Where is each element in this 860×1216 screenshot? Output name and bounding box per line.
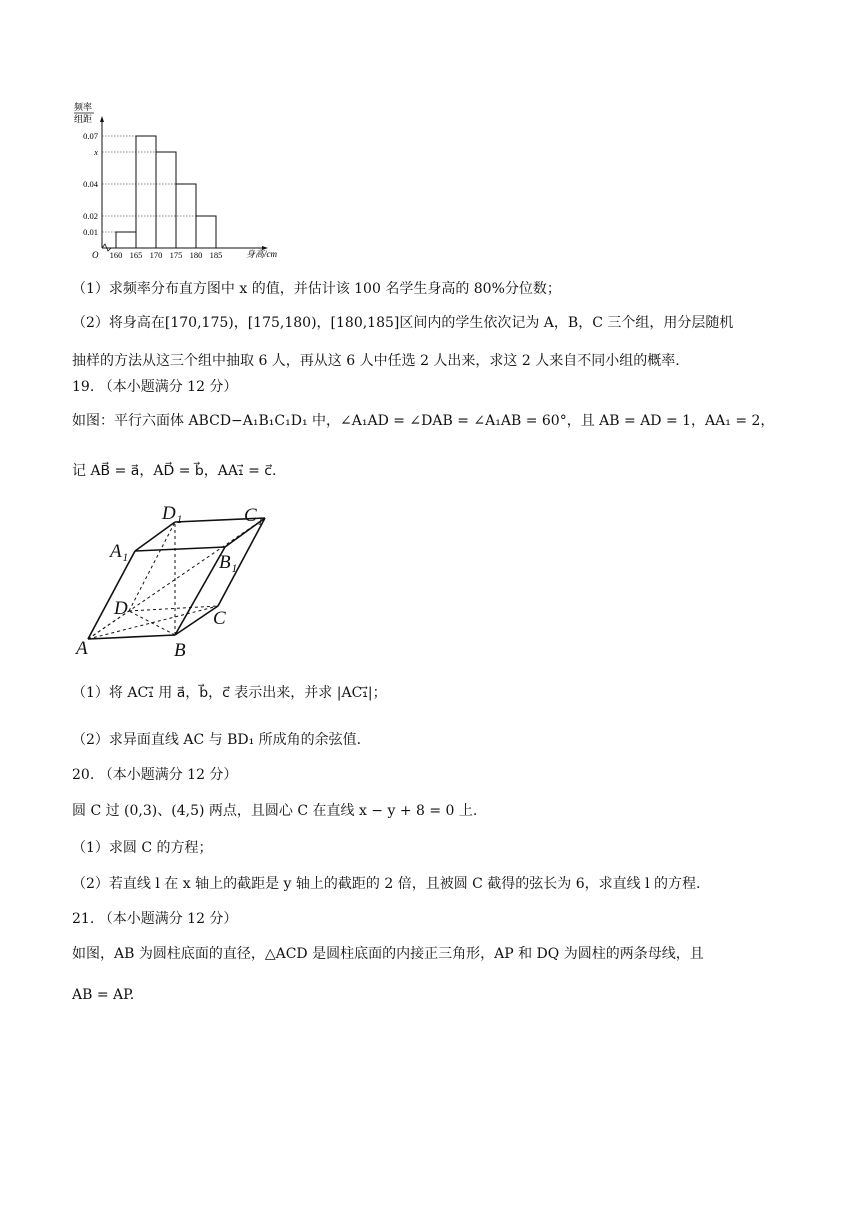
y-tick-label: x — [94, 147, 98, 157]
q20-stem: 圆 C 过 (0,3)、(4,5) 两点，且圆心 C 在直线 x − y + 8 = 0 上. — [72, 803, 478, 819]
q19-stem-line2: 记 AB⃗ = a⃗，AD⃗ = b⃗，AA₁⃗ = c⃗. — [72, 463, 277, 479]
diagonal-a-c1 — [88, 518, 265, 639]
vertex-label-c: C — [213, 608, 226, 629]
vertex-label-a1: A₁ — [110, 541, 129, 562]
histogram-bar-180-185 — [196, 216, 216, 248]
histogram-bar-165-170 — [136, 136, 156, 248]
y-tick-label: 0.01 — [83, 227, 98, 237]
q18-part2-line2: 抽样的方法从这三个组中抽取 6 人，再从这 6 人中任选 2 人出来，求这 2 人来自不同小组的概率. — [72, 353, 680, 369]
edge-a1-b1 — [135, 547, 225, 551]
x-tick-label: 170 — [149, 250, 163, 260]
q19-stem-line1: 如图：平行六面体 ABCD−A₁B₁C₁D₁ 中，∠A₁AD = ∠DAB = ∠A₁AB = 60°，且 AB = AD = 1，AA₁ = 2， — [72, 413, 775, 429]
y-axis-label-top: 频率 — [74, 102, 93, 112]
histogram-bar-160-165 — [116, 232, 136, 248]
q19-part1: （1）将 AC₁⃗ 用 a⃗，b⃗，c⃗ 表示出来，并求 |AC₁⃗|； — [72, 685, 387, 701]
x-tick-label: 180 — [189, 250, 203, 260]
edge-a-a1 — [88, 551, 135, 639]
histogram-bar-170-175 — [156, 152, 176, 248]
vertex-label-d: D — [114, 598, 128, 619]
parallelepiped-figure — [72, 494, 272, 664]
q21-stem-line1: 如图，AB 为圆柱底面的直径，△ACD 是圆柱底面的内接正三角形，AP 和 DQ 为圆柱的两条母线，且 — [72, 946, 704, 962]
diagonal-b-d — [129, 611, 175, 635]
q21-heading: 21. （本小题满分 12 分） — [72, 911, 238, 927]
vertex-label-b: B — [174, 640, 186, 661]
y-tick-label: 0.04 — [83, 179, 98, 189]
q20-part2: （2）若直线 l 在 x 轴上的截距是 y 轴上的截距的 2 倍，且被圆 C 截得的弦长为 6，求直线 l 的方程. — [72, 876, 701, 892]
origin-label: O — [92, 250, 99, 260]
vertex-label-a: A — [76, 638, 88, 659]
vertex-label-c1: C₁ — [244, 505, 264, 526]
histogram-chart — [72, 100, 282, 260]
diagonal-a-c — [88, 606, 218, 639]
edge-d1-a1 — [135, 522, 175, 551]
x-tick-labels — [110, 250, 223, 260]
q21-stem-line2: AB = AP. — [72, 987, 135, 1003]
q20-heading: 20. （本小题满分 12 分） — [72, 767, 238, 783]
q18-part1: （1）求频率分布直方图中 x 的值，并估计该 100 名学生身高的 80%分位数； — [72, 281, 561, 297]
y-axis-label-bottom: 组距 — [74, 114, 93, 124]
edge-b-c — [175, 606, 218, 635]
vertex-label-b1: B₁ — [219, 552, 238, 573]
hidden-edge-d-d1 — [129, 522, 175, 611]
q20-part1: （1）求圆 C 的方程； — [72, 840, 213, 856]
q19-heading: 19. （本小题满分 12 分） — [72, 379, 238, 395]
bars — [116, 136, 216, 248]
x-tick-label: 160 — [109, 250, 123, 260]
x-tick-label: 185 — [209, 250, 223, 260]
y-tick-label: 0.07 — [83, 131, 98, 141]
x-tick-label: 165 — [129, 250, 143, 260]
y-tick-label: 0.02 — [83, 211, 98, 221]
q18-part2-line1: （2）将身高在[170,175)，[175,180)，[180,185]区间内的学生依次记为 A，B，C 三个组，用分层随机 — [72, 315, 734, 331]
q19-part2: （2）求异面直线 AC 与 BD₁ 所成角的余弦值. — [72, 732, 362, 748]
x-tick-label: 175 — [169, 250, 183, 260]
x-axis-label: 身高/cm — [246, 249, 277, 259]
y-axis-arrow — [100, 116, 104, 122]
hidden-edge-d-c — [129, 606, 218, 611]
vertex-label-d1: D₁ — [162, 503, 183, 524]
y-tick-labels — [83, 131, 99, 237]
